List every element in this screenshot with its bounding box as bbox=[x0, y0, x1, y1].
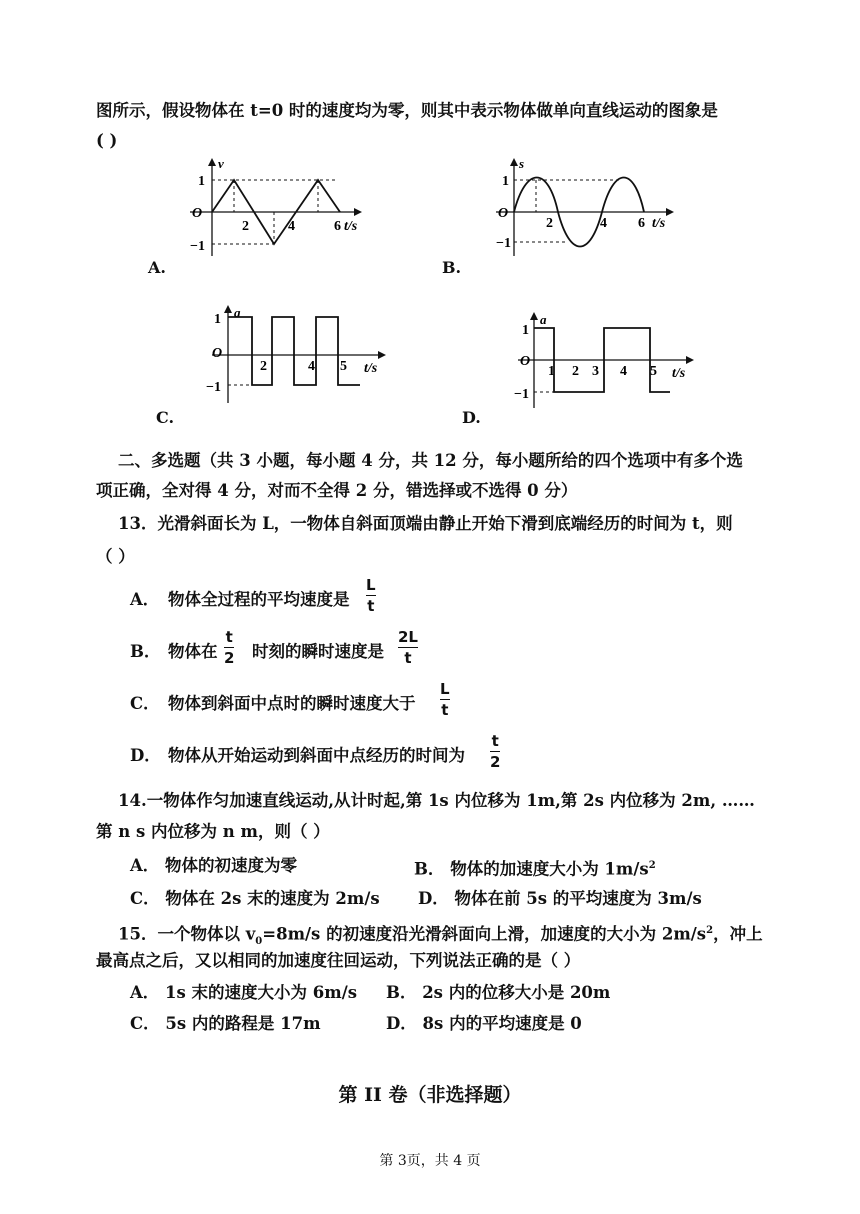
graph-c-ytick-2: −1 bbox=[206, 380, 221, 395]
graph-d-origin: O bbox=[520, 354, 531, 369]
intro-line-1: 图所示，假设物体在 t=0 时的速度均为零，则其中表示物体做单向直线运动的图象是 bbox=[96, 101, 718, 120]
graph-d-xtick-5: 5 bbox=[650, 364, 657, 379]
graph-b-ytick-2: −1 bbox=[496, 236, 511, 251]
section2-line-2: 项正确，全对得 4 分，对而不全得 2 分，错选择或不选得 0 分） bbox=[96, 481, 578, 500]
q13-b-letter: B． bbox=[130, 642, 161, 661]
graph-c-yaxis: a bbox=[234, 305, 241, 320]
graph-b-origin: O bbox=[498, 206, 509, 221]
q15-line-1 bbox=[118, 921, 763, 952]
q13-b-fraction-1 bbox=[224, 628, 234, 667]
graph-a-yaxis: v bbox=[218, 158, 224, 171]
q13-a-text: 物体全过程的平均速度是 bbox=[168, 590, 350, 609]
q13-b-den1: 2 bbox=[224, 649, 235, 667]
q13-c-den: t bbox=[441, 701, 449, 719]
graph-c-ytick-1: 1 bbox=[214, 312, 221, 327]
graph-a-origin: O bbox=[192, 206, 203, 221]
graph-d-xtick-2: 2 bbox=[572, 364, 579, 379]
q13-a-den: t bbox=[367, 597, 375, 615]
q14-option-b-text: B． 物体的加速度大小为 1m/s bbox=[414, 859, 649, 879]
graph-d-ytick-2: −1 bbox=[514, 387, 529, 402]
graph-a-xaxis: t/s bbox=[344, 219, 358, 234]
part2-title: 第 II 卷（非选择题） bbox=[338, 1084, 522, 1106]
q13-b-fraction-2 bbox=[398, 628, 418, 667]
q13-d-letter: D． bbox=[130, 746, 161, 765]
q15-option-a: A． 1s 末的速度大小为 6m/s bbox=[130, 983, 358, 1002]
q15-line-1-b: =8m/s 的初速度沿光滑斜面向上滑，加速度的大小为 2m/s bbox=[262, 924, 707, 944]
q13-b-num2: 2L bbox=[398, 628, 418, 646]
graph-d-xtick-3: 3 bbox=[592, 364, 599, 379]
graph-a bbox=[178, 158, 368, 262]
graph-d bbox=[508, 312, 708, 416]
intro-line-2: ( ) bbox=[96, 131, 118, 150]
graph-a-xtick-6: 6 bbox=[334, 219, 341, 234]
graph-b-xtick-6: 6 bbox=[638, 216, 645, 231]
graph-a-ytick-2: −1 bbox=[190, 239, 205, 254]
q14-option-d: D． 物体在前 5s 的平均速度为 3m/s bbox=[418, 889, 702, 908]
graph-c-label: C. bbox=[156, 408, 175, 427]
q13-b-text2: 时刻的瞬时速度是 bbox=[252, 642, 384, 661]
q15-line-1-c: ，冲上 bbox=[713, 924, 763, 944]
q13-b-num1: t bbox=[225, 628, 233, 646]
q13-line-2: （ ） bbox=[96, 547, 135, 566]
q13-line-1: 13．光滑斜面长为 L，一物体自斜面顶端由静止开始下滑到底端经历的时间为 t，则 bbox=[118, 514, 733, 533]
graph-b-xtick-2: 2 bbox=[546, 216, 553, 231]
q13-c-text: 物体到斜面中点时的瞬时速度大于 bbox=[168, 694, 416, 713]
graph-d-xtick-4: 4 bbox=[620, 364, 627, 379]
q14-option-b-sup: 2 bbox=[648, 860, 656, 871]
q13-b-den2: t bbox=[404, 649, 412, 667]
graph-b-xaxis: t/s bbox=[652, 216, 666, 231]
q14-line-2: 第 n s 内位移为 n m，则（ ） bbox=[96, 822, 330, 841]
q14-line-1: 14.一物体作匀加速直线运动,从计时起,第 1s 内位移为 1m,第 2s 内位移为 2m, …… bbox=[118, 791, 755, 810]
graph-c-xtick-4: 4 bbox=[308, 359, 315, 374]
graph-b bbox=[486, 158, 686, 262]
q13-b-text1: 物体在 bbox=[168, 642, 218, 661]
q13-d-num: t bbox=[491, 732, 499, 750]
graph-c-xtick-2: 2 bbox=[260, 359, 267, 374]
q13-c-fraction bbox=[440, 680, 450, 719]
graph-a-label: A. bbox=[148, 258, 166, 277]
q15-line-1-sub: 0 bbox=[255, 935, 263, 947]
graph-c bbox=[202, 305, 402, 409]
graph-a-xtick-2: 2 bbox=[242, 219, 249, 234]
graph-b-xtick-4: 4 bbox=[600, 216, 607, 231]
q13-d-fraction bbox=[490, 732, 500, 771]
q15-line-1-sup: 2 bbox=[706, 925, 714, 936]
q13-d-text: 物体从开始运动到斜面中点经历的时间为 bbox=[168, 746, 465, 765]
q15-option-c: C． 5s 内的路程是 17m bbox=[130, 1014, 321, 1033]
graph-a-xtick-4: 4 bbox=[288, 219, 295, 234]
q13-d-den: 2 bbox=[490, 753, 501, 771]
q15-option-b: B． 2s 内的位移大小是 20m bbox=[386, 983, 611, 1002]
graph-d-xaxis: t/s bbox=[672, 366, 686, 381]
q13-a-letter: A． bbox=[130, 590, 160, 609]
graph-d-yaxis: a bbox=[540, 312, 547, 327]
page-footer: 第 3页，共 4 页 bbox=[379, 1153, 481, 1169]
section2-line-1: 二、多选题（共 3 小题，每小题 4 分，共 12 分，每小题所给的四个选项中有多个选 bbox=[118, 451, 743, 470]
q15-option-d: D． 8s 内的平均速度是 0 bbox=[386, 1014, 582, 1033]
graph-c-xtick-5: 5 bbox=[340, 359, 347, 374]
q14-option-a: A． 物体的初速度为零 bbox=[130, 856, 298, 875]
graph-c-xaxis: t/s bbox=[364, 361, 378, 376]
q13-c-num: L bbox=[440, 680, 450, 698]
graph-c-origin: O bbox=[212, 346, 223, 361]
graph-d-xtick-1: 1 bbox=[548, 364, 555, 379]
q13-a-num: L bbox=[366, 576, 376, 594]
graph-d-label: D. bbox=[462, 408, 481, 427]
graph-a-ytick-1: 1 bbox=[198, 174, 205, 189]
graph-b-ytick-1: 1 bbox=[502, 174, 509, 189]
q13-a-fraction bbox=[366, 576, 376, 615]
q13-c-letter: C． bbox=[130, 694, 160, 713]
q14-option-c: C． 物体在 2s 末的速度为 2m/s bbox=[130, 889, 380, 908]
q14-option-b bbox=[414, 856, 656, 880]
q15-line-1-a: 15．一个物体以 v bbox=[118, 924, 256, 944]
graph-b-yaxis: s bbox=[519, 158, 525, 171]
graph-d-ytick-1: 1 bbox=[522, 323, 529, 338]
q15-line-2: 最高点之后，又以相同的加速度往回运动，下列说法正确的是（ ） bbox=[96, 951, 581, 970]
graph-b-label: B. bbox=[442, 258, 462, 277]
